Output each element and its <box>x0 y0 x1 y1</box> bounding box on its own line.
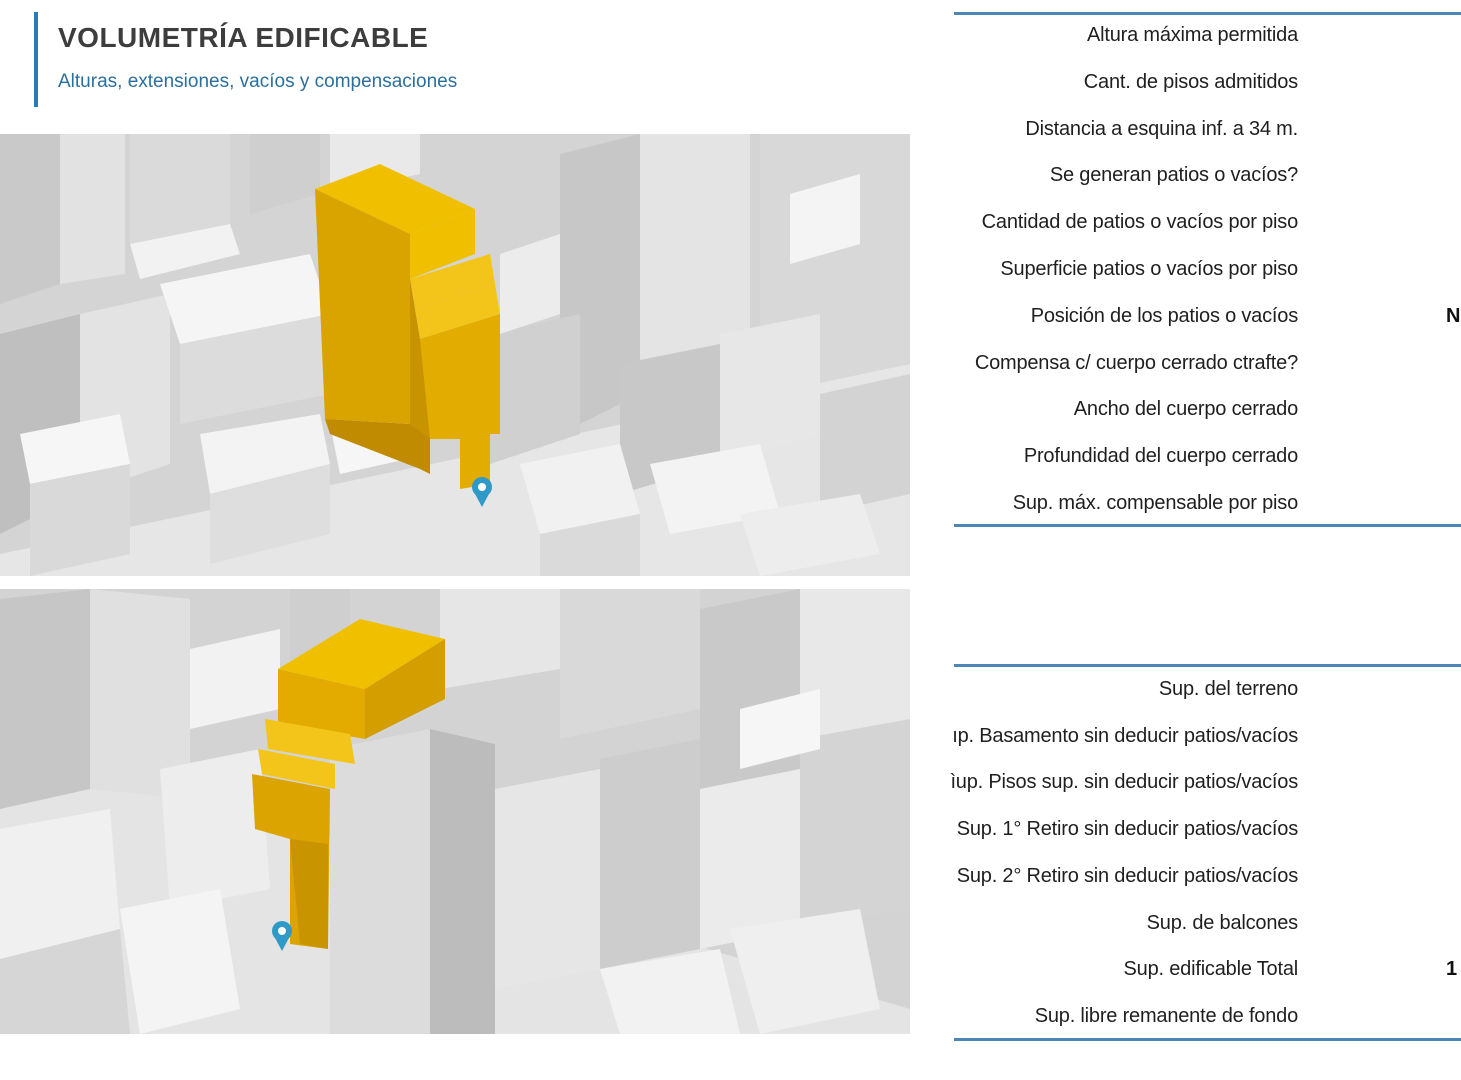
table-row-label: Distancia a esquina inf. a 34 m. <box>1025 117 1298 140</box>
volumetry-view-bottom[interactable] <box>0 589 910 1034</box>
table-bottom-rule-top <box>954 664 1461 667</box>
table-top-rule-bottom <box>954 524 1461 527</box>
table-row-label: Cantidad de patios o vacíos por piso <box>981 211 1298 234</box>
table-bottom-rule-bottom <box>954 1038 1461 1041</box>
page-subtitle: Alturas, extensiones, vacíos y compensaciones <box>58 71 458 92</box>
table-row-label: Se generan patios o vacíos? <box>1049 164 1298 187</box>
table-row-label: Posición de los patios o vacíos <box>1030 304 1298 327</box>
city-model-top <box>0 134 910 576</box>
table-row-label: Sup. máx. compensable por piso <box>1012 492 1298 514</box>
table-row-label: Sup. libre remanente de fondo <box>1034 1004 1298 1027</box>
table-row-label: ìup. Pisos sup. sin deducir patios/vacíos <box>950 771 1298 794</box>
table-top-rule-top <box>954 12 1461 15</box>
table-row-value: N <box>1446 304 1461 327</box>
table-row-label: Sup. del terreno <box>1158 678 1298 700</box>
table-row-label: Superficie patios o vacíos por piso <box>1000 258 1298 280</box>
table-row-label: Cant. de pisos admitidos <box>1083 70 1298 93</box>
header-accent-bar <box>34 12 38 107</box>
table-row-label: Sup. 2° Retiro sin deducir patios/vacíos <box>956 864 1298 887</box>
table-row-label: Sup. edificable Total <box>1123 958 1298 981</box>
table-row-value: 1 <box>1446 958 1458 981</box>
table-row-label: ıp. Basamento sin deducir patios/vacíos <box>952 724 1298 747</box>
page-title: VOLUMETRÍA EDIFICABLE <box>58 22 429 53</box>
table-row-label: Profundidad del cuerpo cerrado <box>1023 445 1298 468</box>
table-row-label: Sup. 1° Retiro sin deducir patios/vacíos <box>956 818 1298 841</box>
city-model-bottom <box>0 589 910 1034</box>
table-row-label: Ancho del cuerpo cerrado <box>1073 398 1298 421</box>
table-row-label: Sup. de balcones <box>1146 911 1298 934</box>
table-row-label: Compensa c/ cuerpo cerrado ctrafte? <box>974 351 1298 374</box>
table-row-label: Altura máxima permitida <box>1086 24 1298 46</box>
volumetry-view-top[interactable] <box>0 134 910 576</box>
